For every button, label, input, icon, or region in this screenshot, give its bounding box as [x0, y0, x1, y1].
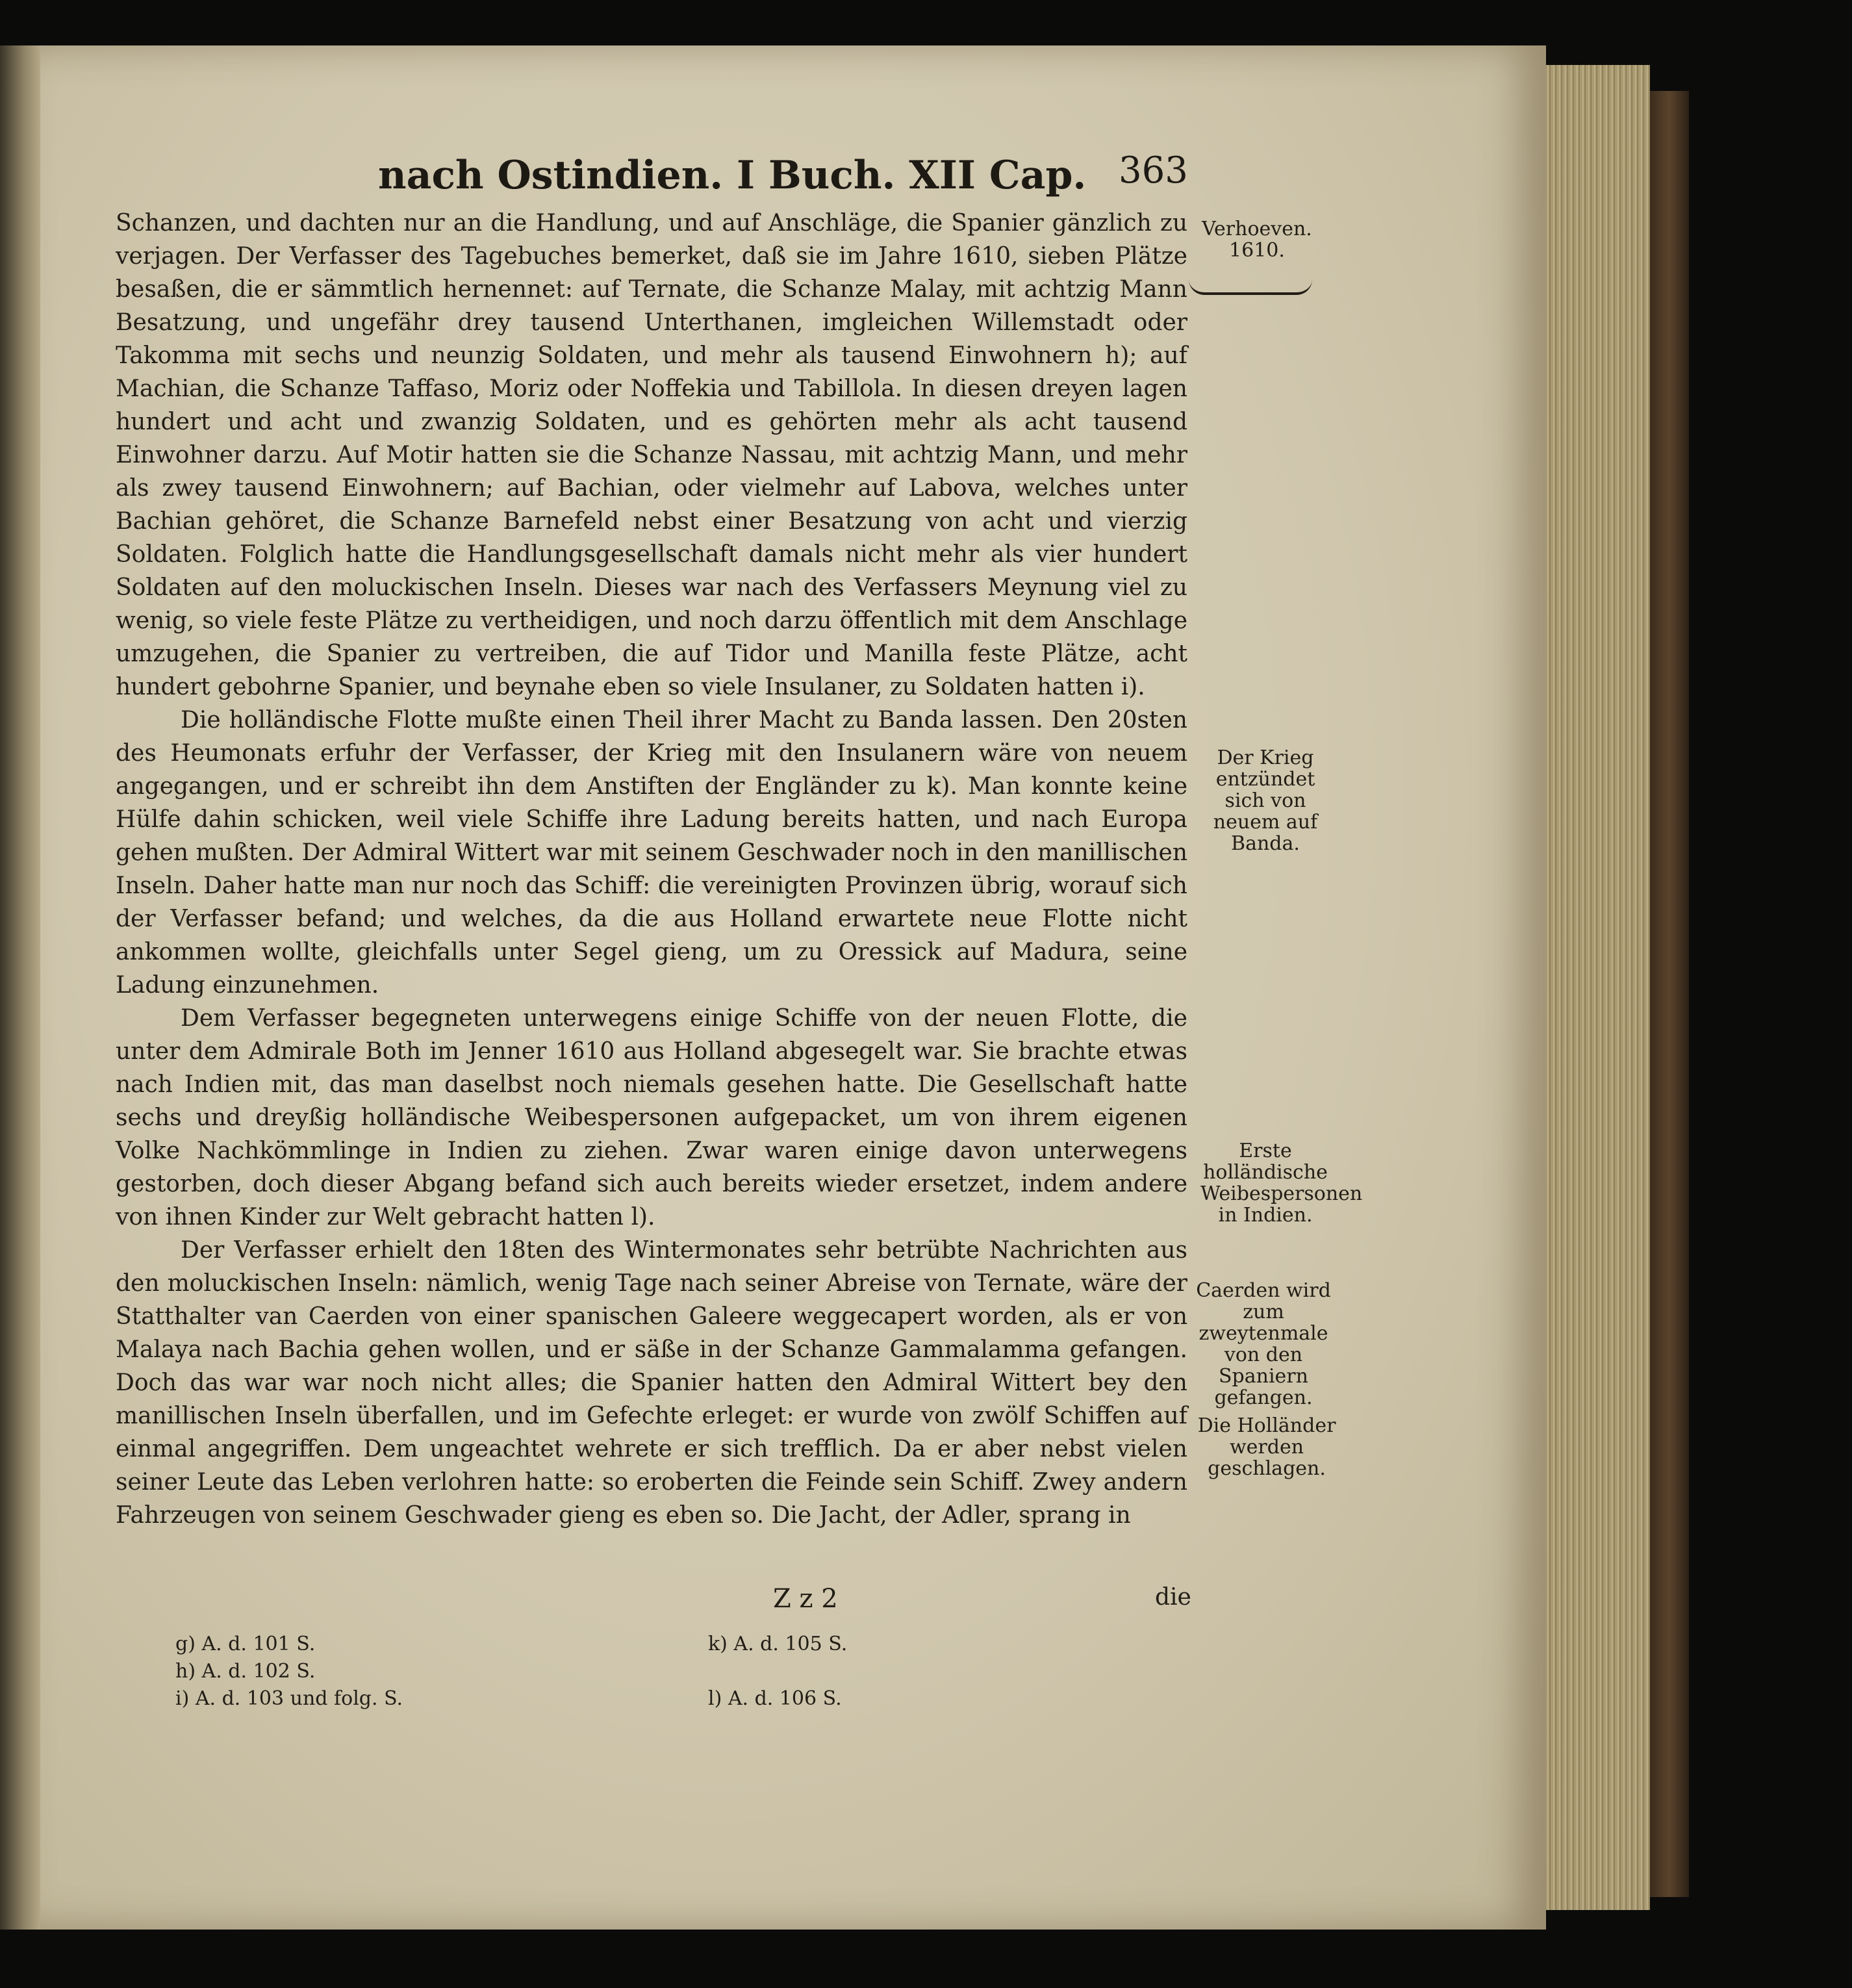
- margin-note-verhoeven: [1182, 218, 1332, 261]
- paragraph-4: Der Verfasser erhielt den 18ten des Wintermonates sehr betrübte Nachrichten aus den moluckischen Inseln: nämlich, wenig Tage nach seiner Abreise von Ternate, wäre der Statthalter van Caerden von einer spanischen Galeere weggecapert worden, als er von Malaya nach Bachia gehen wollen, und er säße in der Schanze Gammalamma gefangen. Doch das war war noch nicht alles; die Spanier hatten den Admiral Wittert bey den manillischen Inseln überfallen, und im Gefechte erleget: er wurde von zwölf Schiffen auf einmal angegriffen. Dem ungeachtet wehrete er sich trefflich. Da er aber nebst vielen seiner Leute das Leben verlohren hatte: so eroberten die Feinde sein Schiff. Zwey andern Fahrzeugen von seinem Geschwader gieng es eben so. Die Jacht, der Adler, sprang in: [116, 1237, 1187, 1529]
- facing-page-edge: [0, 45, 40, 1930]
- footnote-k: k) A. d. 105 S.: [708, 1633, 848, 1655]
- paragraph-2: Die holländische Flotte mußte einen Theil ihrer Macht zu Banda lassen. Den 20sten des Heumonats erfuhr der Verfasser, der Krieg mit den Insulanern wäre von neuem angegangen, und er schreibt ihn dem Anstiften der Engländer zu k). Man konnte keine Hülfe dahin schicken, weil viele Schiffe ihre Ladung bereits hatten, und nach Europa gehen mußten. Der Admiral Wittert war mit seinem Geschwader noch in den manillischen Inseln. Daher hatte man nur noch das Schiff: die vereinigten Provinzen übrig, worauf sich der Verfasser befand; und welches, da die aus Holland erwartete neue Flotte nicht ankommen wollte, gleichfalls unter Segel gieng, um zu Oressick auf Madura, seine Ladung einzunehmen.: [116, 707, 1188, 999]
- catchword: die: [1155, 1584, 1191, 1611]
- signature-mark: Z z 2: [773, 1584, 838, 1614]
- paragraph-3: Dem Verfasser begegneten unterwegens einige Schiffe von der neuen Flotte, die unter dem Admirale Both im Jenner 1610 aus Holland abgesegelt war. Sie brachte etwas nach Indien mit, das man daselbst noch niemals gesehen hatte. Die Gesellschaft hatte sechs und dreyßig holländische Weibespersonen aufgepacket, um von ihrem eigenen Volke Nachkömmlinge in Indien zu ziehen. Zwar waren einige davon unterwegens gestorben, doch dieser Abgang befand sich auch bereits wieder ersetzet, indem andere von ihnen Kinder zur Welt gebracht hatten l).: [116, 1005, 1187, 1230]
- footnote-g: g) A. d. 101 S.: [175, 1633, 316, 1655]
- margin-note-name: Verhoeven.: [1202, 218, 1312, 240]
- page-stack-edges: [1546, 65, 1650, 1910]
- margin-note-year: 1610.: [1229, 239, 1285, 262]
- main-text-block: [116, 207, 1187, 1532]
- footnotes-left-column: [175, 1631, 630, 1713]
- paragraph-1: Schanzen, und dachten nur an die Handlung, und auf Anschläge, die Spanier gänzlich zu verjagen. Der Verfasser des Tagebuches bemerket, daß sie im Jahre 1610, sieben Plätze besaßen, die er sämmtlich hernennet: auf Ternate, die Schanze Malay, mit achtzig Mann Besatzung, und ungefähr drey tausend Unterthanen, imgleichen Willemstadt oder Takomma mit sechs und neunzig Soldaten, und mehr als tausend Einwohnern h); auf Machian, die Schanze Taffaso, Moriz oder Noffekia und Tabillola. In diesen dreyen lagen hundert und acht und zwanzig Soldaten, und es gehörten mehr als acht tausend Einwohner darzu. Auf Motir hatten sie die Schanze Nassau, mit achtzig Mann, und mehr als zwey tausend Einwohnern; auf Bachian, oder vielmehr auf Labova, welches unter Bachian gehöret, die Schanze Barnefeld nebst einer Besatzung von acht und vierzig Soldaten. Folglich hatte die Handlungsgesellschaft damals nicht mehr als vier hundert Soldaten auf den moluckischen Inseln. Dieses war nach des Verfassers Meynung viel zu wenig, so viele feste Plätze zu vertheidigen, und noch darzu öffentlich mit dem Anschlage umzugehen, die Spanier zu vertreiben, die auf Tidor und Manilla feste Plätze, acht hundert gebohrne Spanier, und beynahe eben so viele Insulaner, zu Soldaten hatten i).: [116, 210, 1187, 700]
- running-title: nach Ostindien. I Buch. XII Cap.: [378, 153, 1087, 198]
- margin-note-banda-war: Der Krieg entzündet sich von neuem auf Banda.: [1213, 746, 1318, 855]
- footnote-i: i) A. d. 103 und folg. S.: [175, 1687, 403, 1710]
- footnotes-right-column: [708, 1631, 1098, 1713]
- page-number: 363: [1119, 149, 1188, 192]
- footnote-h: h) A. d. 102 S.: [175, 1660, 316, 1683]
- footnote-l: l) A. d. 106 S.: [708, 1687, 842, 1710]
- margin-note-first-women: Erste holländische Weibespersonen in Indien.: [1200, 1140, 1363, 1227]
- book-cover-edge: [1650, 91, 1689, 1897]
- footnotes: [175, 1631, 1150, 1735]
- brace-ornament: [1189, 279, 1312, 295]
- margin-note-dutch-defeated: Die Holländer werden geschlagen.: [1197, 1414, 1336, 1480]
- margin-note-caerden-captured: Caerden wird zum zweytenmale von den Spaniern gefangen.: [1196, 1279, 1331, 1409]
- running-header: [40, 45, 1546, 208]
